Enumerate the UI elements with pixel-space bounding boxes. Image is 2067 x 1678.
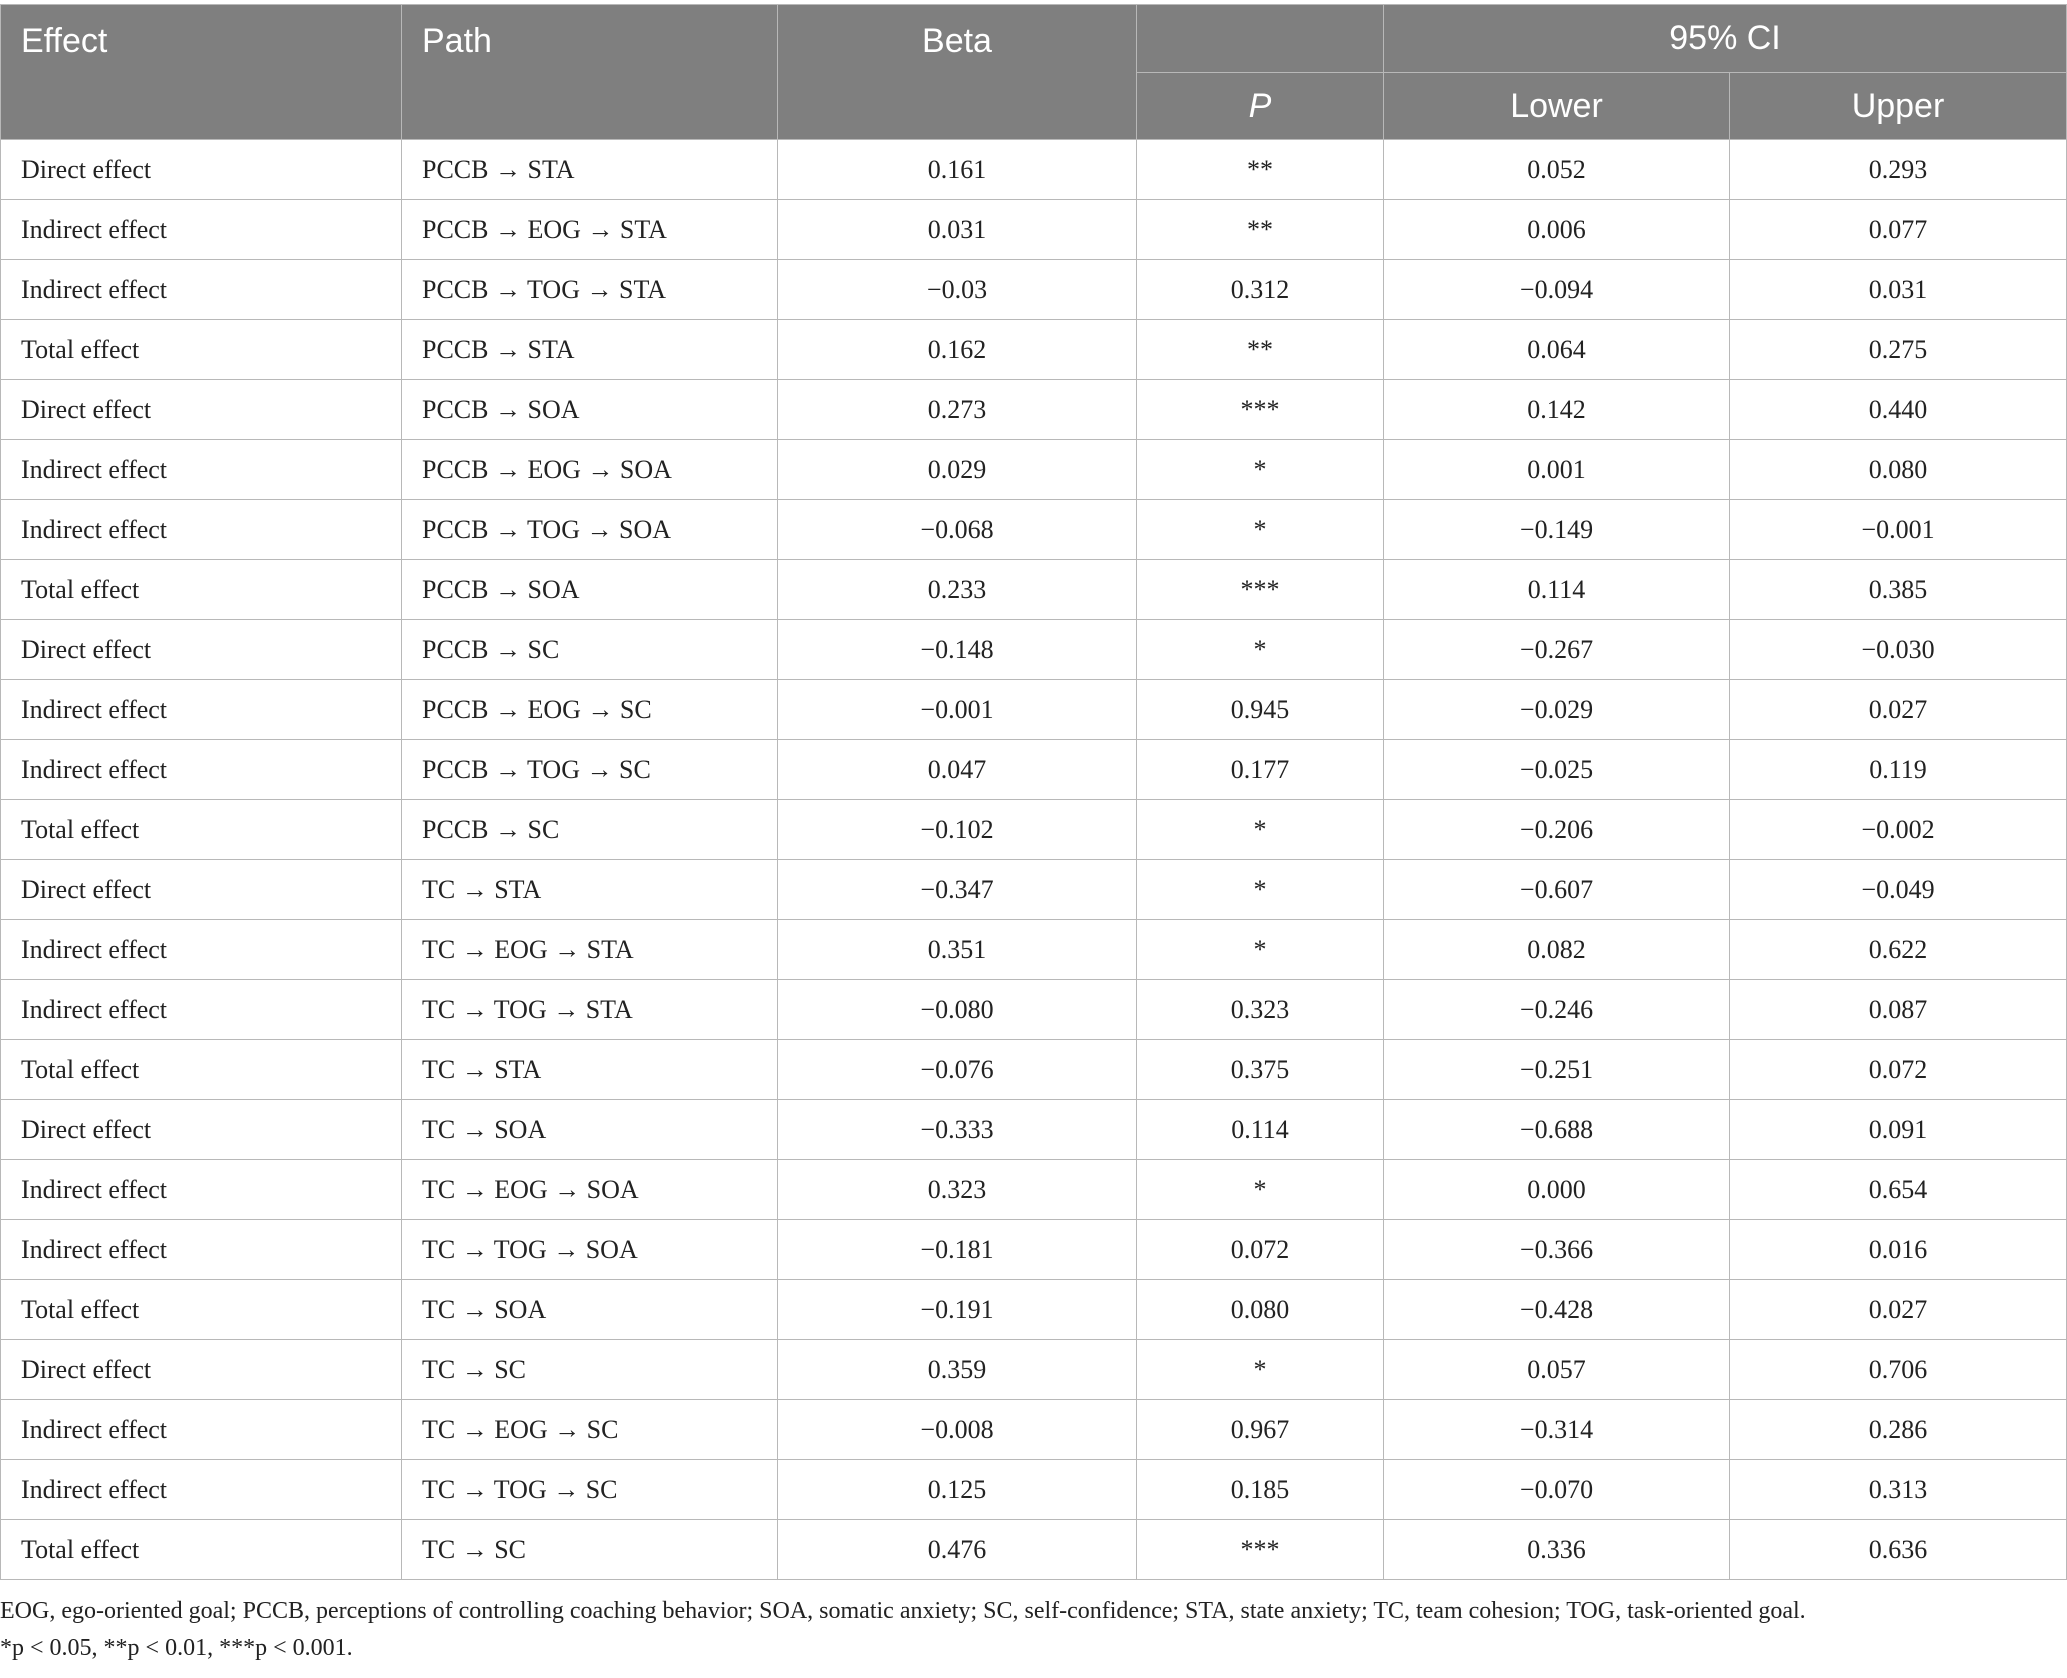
- cell-p: 0.312: [1137, 260, 1384, 320]
- cell-p: 0.967: [1137, 1400, 1384, 1460]
- header-p: P: [1137, 73, 1384, 140]
- cell-ci-lower: −0.267: [1384, 620, 1730, 680]
- cell-ci-lower: 0.142: [1384, 380, 1730, 440]
- header-95ci: 95% CI: [1384, 5, 2067, 73]
- cell-beta: 0.047: [778, 740, 1137, 800]
- cell-ci-lower: 0.057: [1384, 1340, 1730, 1400]
- cell-beta: 0.125: [778, 1460, 1137, 1520]
- cell-path: PCCB → TOG → SOA: [402, 500, 778, 560]
- table-footnotes: [0, 1593, 2067, 1667]
- cell-path: PCCB → TOG → STA: [402, 260, 778, 320]
- header-upper: Upper: [1730, 73, 2067, 140]
- cell-ci-upper: 0.119: [1730, 740, 2067, 800]
- cell-beta: 0.029: [778, 440, 1137, 500]
- table-row: [1, 200, 2067, 260]
- cell-ci-lower: −0.688: [1384, 1100, 1730, 1160]
- cell-ci-upper: 0.080: [1730, 440, 2067, 500]
- cell-effect: Total effect: [1, 560, 402, 620]
- table-row: [1, 740, 2067, 800]
- cell-ci-lower: 0.052: [1384, 140, 1730, 200]
- cell-p: 0.072: [1137, 1220, 1384, 1280]
- cell-effect: Direct effect: [1, 1100, 402, 1160]
- cell-ci-upper: −0.002: [1730, 800, 2067, 860]
- cell-effect: Direct effect: [1, 380, 402, 440]
- cell-effect: Direct effect: [1, 1340, 402, 1400]
- cell-p: *: [1137, 440, 1384, 500]
- cell-ci-upper: 0.016: [1730, 1220, 2067, 1280]
- cell-p: 0.375: [1137, 1040, 1384, 1100]
- cell-ci-lower: −0.428: [1384, 1280, 1730, 1340]
- cell-effect: Indirect effect: [1, 740, 402, 800]
- cell-ci-lower: −0.251: [1384, 1040, 1730, 1100]
- cell-ci-upper: 0.087: [1730, 980, 2067, 1040]
- cell-beta: 0.233: [778, 560, 1137, 620]
- cell-effect: Total effect: [1, 1040, 402, 1100]
- cell-effect: Indirect effect: [1, 1460, 402, 1520]
- cell-p: 0.080: [1137, 1280, 1384, 1340]
- cell-ci-lower: −0.246: [1384, 980, 1730, 1040]
- cell-p: *: [1137, 920, 1384, 980]
- table-row: [1, 620, 2067, 680]
- cell-ci-upper: 0.275: [1730, 320, 2067, 380]
- cell-p: 0.185: [1137, 1460, 1384, 1520]
- cell-path: TC → TOG → SC: [402, 1460, 778, 1520]
- cell-effect: Direct effect: [1, 140, 402, 200]
- cell-beta: −0.03: [778, 260, 1137, 320]
- cell-ci-lower: −0.025: [1384, 740, 1730, 800]
- cell-beta: −0.181: [778, 1220, 1137, 1280]
- table-row: [1, 680, 2067, 740]
- cell-effect: Total effect: [1, 1280, 402, 1340]
- header-effect: Effect: [1, 5, 402, 140]
- cell-path: PCCB → SC: [402, 620, 778, 680]
- abbreviations-note: EOG, ego-oriented goal; PCCB, perceptions of controlling coaching behavior; SOA, somatic anxiety; SC, self-confidence; STA, state anxiety; TC, team cohesion; TOG, task-oriented goal.: [0, 1598, 1806, 1624]
- cell-ci-upper: 0.072: [1730, 1040, 2067, 1100]
- cell-ci-lower: 0.336: [1384, 1520, 1730, 1580]
- cell-beta: 0.351: [778, 920, 1137, 980]
- cell-path: PCCB → EOG → SC: [402, 680, 778, 740]
- table-row: [1, 1280, 2067, 1340]
- cell-ci-lower: 0.114: [1384, 560, 1730, 620]
- cell-ci-lower: −0.094: [1384, 260, 1730, 320]
- cell-effect: Total effect: [1, 800, 402, 860]
- table-row: [1, 140, 2067, 200]
- table-body: [1, 140, 2067, 1580]
- cell-path: PCCB → EOG → SOA: [402, 440, 778, 500]
- table-row: [1, 980, 2067, 1040]
- cell-effect: Total effect: [1, 1520, 402, 1580]
- cell-ci-lower: −0.149: [1384, 500, 1730, 560]
- cell-beta: −0.191: [778, 1280, 1137, 1340]
- effects-table: [0, 4, 2067, 1580]
- cell-ci-upper: 0.654: [1730, 1160, 2067, 1220]
- cell-ci-lower: −0.607: [1384, 860, 1730, 920]
- table-row: [1, 560, 2067, 620]
- cell-p: **: [1137, 140, 1384, 200]
- cell-effect: Direct effect: [1, 620, 402, 680]
- cell-effect: Indirect effect: [1, 920, 402, 980]
- cell-p: ***: [1137, 560, 1384, 620]
- table-row: [1, 320, 2067, 380]
- cell-beta: −0.001: [778, 680, 1137, 740]
- cell-path: PCCB → SOA: [402, 380, 778, 440]
- cell-beta: −0.068: [778, 500, 1137, 560]
- cell-beta: −0.008: [778, 1400, 1137, 1460]
- cell-beta: 0.476: [778, 1520, 1137, 1580]
- cell-effect: Indirect effect: [1, 980, 402, 1040]
- cell-effect: Indirect effect: [1, 260, 402, 320]
- table-row: [1, 500, 2067, 560]
- cell-p: *: [1137, 860, 1384, 920]
- cell-ci-lower: 0.064: [1384, 320, 1730, 380]
- header-lower: Lower: [1384, 73, 1730, 140]
- cell-p: *: [1137, 500, 1384, 560]
- cell-path: PCCB → STA: [402, 140, 778, 200]
- cell-ci-upper: 0.440: [1730, 380, 2067, 440]
- cell-path: TC → EOG → STA: [402, 920, 778, 980]
- cell-ci-upper: 0.091: [1730, 1100, 2067, 1160]
- cell-beta: −0.102: [778, 800, 1137, 860]
- cell-effect: Total effect: [1, 320, 402, 380]
- cell-path: PCCB → SOA: [402, 560, 778, 620]
- cell-p: ***: [1137, 1520, 1384, 1580]
- cell-ci-lower: 0.000: [1384, 1160, 1730, 1220]
- table-row: [1, 1100, 2067, 1160]
- table-row: [1, 1160, 2067, 1220]
- cell-ci-upper: −0.049: [1730, 860, 2067, 920]
- cell-ci-lower: 0.006: [1384, 200, 1730, 260]
- cell-ci-lower: −0.070: [1384, 1460, 1730, 1520]
- cell-ci-lower: −0.029: [1384, 680, 1730, 740]
- cell-ci-upper: 0.027: [1730, 1280, 2067, 1340]
- cell-beta: −0.347: [778, 860, 1137, 920]
- table-row: [1, 1220, 2067, 1280]
- cell-path: TC → SC: [402, 1520, 778, 1580]
- cell-beta: 0.162: [778, 320, 1137, 380]
- cell-beta: −0.080: [778, 980, 1137, 1040]
- table-row: [1, 1340, 2067, 1400]
- cell-ci-upper: 0.636: [1730, 1520, 2067, 1580]
- cell-p: 0.177: [1137, 740, 1384, 800]
- cell-path: TC → SOA: [402, 1100, 778, 1160]
- cell-ci-upper: 0.622: [1730, 920, 2067, 980]
- cell-beta: 0.359: [778, 1340, 1137, 1400]
- cell-effect: Indirect effect: [1, 200, 402, 260]
- table-row: [1, 260, 2067, 320]
- cell-effect: Indirect effect: [1, 680, 402, 740]
- header-beta: Beta: [778, 5, 1137, 140]
- cell-effect: Indirect effect: [1, 440, 402, 500]
- cell-path: PCCB → TOG → SC: [402, 740, 778, 800]
- significance-note: *p < 0.05, **p < 0.01, ***p < 0.001.: [0, 1635, 353, 1661]
- cell-ci-lower: 0.082: [1384, 920, 1730, 980]
- cell-ci-lower: −0.314: [1384, 1400, 1730, 1460]
- cell-path: TC → STA: [402, 1040, 778, 1100]
- table-row: [1, 440, 2067, 500]
- cell-ci-upper: −0.030: [1730, 620, 2067, 680]
- cell-p: *: [1137, 620, 1384, 680]
- table-row: [1, 920, 2067, 980]
- cell-p: *: [1137, 800, 1384, 860]
- cell-ci-upper: 0.031: [1730, 260, 2067, 320]
- cell-path: PCCB → STA: [402, 320, 778, 380]
- table-row: [1, 1040, 2067, 1100]
- cell-beta: −0.076: [778, 1040, 1137, 1100]
- cell-path: TC → SC: [402, 1340, 778, 1400]
- results-table-container: [0, 4, 2067, 1580]
- cell-ci-upper: 0.293: [1730, 140, 2067, 200]
- cell-effect: Indirect effect: [1, 1400, 402, 1460]
- cell-p: *: [1137, 1340, 1384, 1400]
- cell-effect: Indirect effect: [1, 1160, 402, 1220]
- cell-p: ***: [1137, 380, 1384, 440]
- header-path: Path: [402, 5, 778, 140]
- cell-beta: −0.333: [778, 1100, 1137, 1160]
- cell-p: 0.323: [1137, 980, 1384, 1040]
- cell-effect: Direct effect: [1, 860, 402, 920]
- cell-p: *: [1137, 1160, 1384, 1220]
- cell-path: TC → EOG → SC: [402, 1400, 778, 1460]
- cell-ci-upper: 0.286: [1730, 1400, 2067, 1460]
- cell-path: TC → EOG → SOA: [402, 1160, 778, 1220]
- cell-ci-lower: −0.206: [1384, 800, 1730, 860]
- table-row: [1, 380, 2067, 440]
- cell-path: TC → STA: [402, 860, 778, 920]
- table-row: [1, 800, 2067, 860]
- cell-ci-upper: 0.077: [1730, 200, 2067, 260]
- cell-beta: −0.148: [778, 620, 1137, 680]
- cell-ci-upper: 0.706: [1730, 1340, 2067, 1400]
- cell-beta: 0.161: [778, 140, 1137, 200]
- cell-ci-lower: 0.001: [1384, 440, 1730, 500]
- cell-beta: 0.323: [778, 1160, 1137, 1220]
- table-header: [1, 5, 2067, 140]
- table-row: [1, 1460, 2067, 1520]
- cell-ci-upper: 0.385: [1730, 560, 2067, 620]
- table-row: [1, 1520, 2067, 1580]
- table-row: [1, 860, 2067, 920]
- table-row: [1, 1400, 2067, 1460]
- cell-p: 0.114: [1137, 1100, 1384, 1160]
- cell-ci-lower: −0.366: [1384, 1220, 1730, 1280]
- cell-p: **: [1137, 200, 1384, 260]
- cell-path: TC → SOA: [402, 1280, 778, 1340]
- cell-beta: 0.031: [778, 200, 1137, 260]
- cell-p: **: [1137, 320, 1384, 380]
- cell-effect: Indirect effect: [1, 500, 402, 560]
- cell-path: PCCB → EOG → STA: [402, 200, 778, 260]
- cell-path: TC → TOG → SOA: [402, 1220, 778, 1280]
- header-blank: [1137, 5, 1384, 73]
- cell-beta: 0.273: [778, 380, 1137, 440]
- cell-effect: Indirect effect: [1, 1220, 402, 1280]
- cell-ci-upper: 0.027: [1730, 680, 2067, 740]
- cell-ci-upper: −0.001: [1730, 500, 2067, 560]
- cell-p: 0.945: [1137, 680, 1384, 740]
- cell-path: PCCB → SC: [402, 800, 778, 860]
- cell-path: TC → TOG → STA: [402, 980, 778, 1040]
- cell-ci-upper: 0.313: [1730, 1460, 2067, 1520]
